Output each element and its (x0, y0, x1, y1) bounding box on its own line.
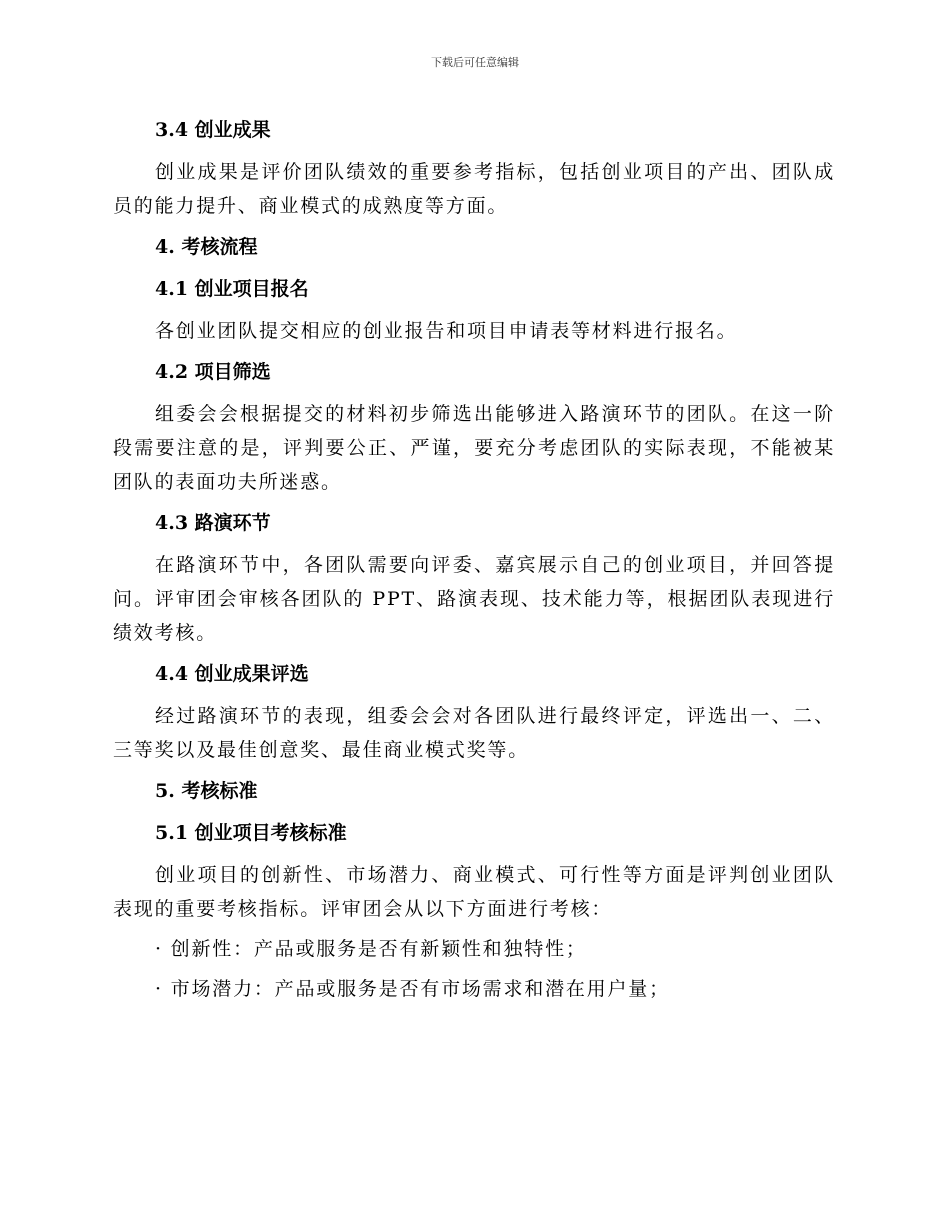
section-heading-5-1: 5.1 创业项目考核标准 (155, 822, 347, 844)
page-header: 下载后可任意编辑 (431, 56, 519, 69)
paragraph-selection: 经过路演环节的表现，组委会会对各团队进行最终评定，评选出一、二、三等奖以及最佳创意奖、最佳商业模式奖等。 (113, 705, 835, 761)
section-heading-3-4: 3.4 创业成果 (155, 119, 271, 141)
section-heading-4-2: 4.2 项目筛选 (155, 361, 271, 383)
paragraph-registration: 各创业团队提交相应的创业报告和项目申请表等材料进行报名。 (155, 320, 738, 342)
section-heading-4-1: 4.1 创业项目报名 (155, 278, 309, 300)
paragraph-roadshow: 在路演环节中，各团队需要向评委、嘉宾展示自己的创业项目，并回答提问。评审团会审核各团队的 PPT、路演表现、技术能力等，根据团队表现进行绩效考核。 (113, 554, 835, 644)
section-heading-4: 4. 考核流程 (155, 236, 258, 258)
section-heading-5: 5. 考核标准 (155, 780, 258, 802)
document-body (113, 106, 835, 1012)
section-heading-4-4: 4.4 创业成果评选 (155, 663, 309, 685)
paragraph-screening: 组委会会根据提交的材料初步筛选出能够进入路演环节的团队。在这一阶段需要注意的是，评判要公正、严谨，要充分考虑团队的实际表现，不能被某团队的表面功夫所迷惑。 (113, 403, 835, 493)
section-heading-4-3: 4.3 路演环节 (155, 512, 271, 534)
paragraph-criteria: 创业项目的创新性、市场潜力、商业模式、可行性等方面是评判创业团队表现的重要考核指标。评审团会从以下方面进行考核： (113, 864, 835, 920)
bullet-innovation: · 创新性：产品或服务是否有新颖性和独特性； (155, 938, 587, 960)
bullet-market-potential: · 市场潜力：产品或服务是否有市场需求和潜在用户量； (155, 978, 670, 1000)
paragraph-achievements: 创业成果是评价团队绩效的重要参考指标，包括创业项目的产出、团队成员的能力提升、商业模式的成熟度等方面。 (113, 161, 835, 217)
